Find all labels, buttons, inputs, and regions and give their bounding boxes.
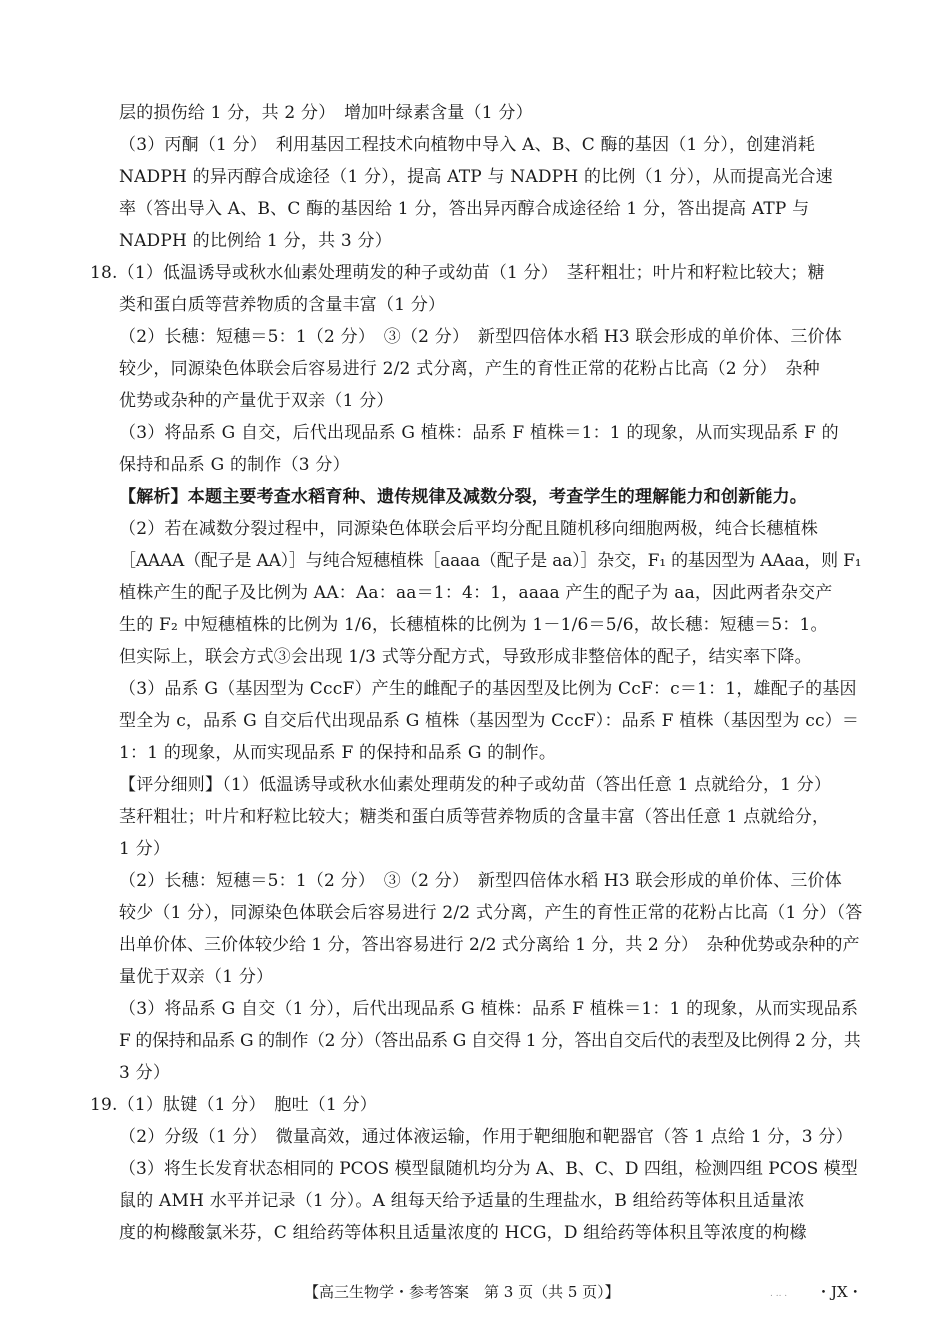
text-line: 鼠的 AMH 水平并记录（1 分）。A 组每天给予适量的生理盐水，B 组给药等体积且适量浓: [119, 1191, 805, 1211]
text-line: 层的损伤给 1 分，共 2 分） 增加叶绿素含量（1 分）: [119, 103, 533, 123]
text-line: 1：1 的现象，从而实现品系 F 的保持和品系 G 的制作。: [119, 743, 557, 763]
text-line: （2）分级（1 分） 微量高效，通过体液运输，作用于靶细胞和靶器官（答 1 点给 1 分，3 分）: [119, 1127, 853, 1147]
text-line: （3）丙酮（1 分） 利用基因工程技术向植物中导入 A、B、C 酶的基因（1 分），创建消耗: [119, 135, 816, 155]
text-line: 度的枸橼酸氯米芬，C 组给药等体积且适量浓度的 HCG，D 组给药等体积且等浓度的枸橼: [119, 1223, 807, 1243]
text-line: 1 分）: [119, 839, 171, 859]
text-line: ［AAAA（配子是 AA）］与纯合短穗植株［aaaa（配子是 aa）］杂交，F₁ 的基因型为 AAaa，则 F₁: [119, 551, 862, 571]
text-line: NADPH 的异丙醇合成途径（1 分），提高 ATP 与 NADPH 的比例（1 分），从而提高光合速: [119, 167, 833, 187]
text-line: （3）将品系 G 自交，后代出现品系 G 植株：品系 F 植株＝1：1 的现象，从而实现品系 F 的: [119, 423, 839, 443]
footer-edition-tag: ・JX・: [816, 1283, 863, 1301]
text-line: 保持和品系 G 的制作（3 分）: [119, 455, 350, 475]
text-line: （3）将生长发育状态相同的 PCOS 模型鼠随机均分为 A、B、C、D 四组，检测四组 PCOS 模型: [119, 1159, 858, 1179]
text-line: （3）品系 G（基因型为 CccF）产生的雌配子的基因型及比例为 CcF：c＝1：1，雄配子的基因: [119, 679, 857, 699]
text-line: （2）长穗：短穗＝5：1（2 分） ③（2 分） 新型四倍体水稻 H3 联会形成的单价体、三价体: [119, 871, 842, 891]
text-line: 较少（1 分），同源染色体联会后容易进行 2/2 式分离，产生的育性正常的花粉占比高（1 分）（答: [119, 903, 863, 923]
text-line: 较少，同源染色体联会后容易进行 2/2 式分离，产生的育性正常的花粉占比高（2 分） 杂种: [119, 359, 820, 379]
question-18-line: 18.（1）低温诱导或秋水仙素处理萌发的种子或幼苗（1 分） 茎秆粗壮；叶片和籽粒比较大；糖: [90, 263, 825, 283]
text-line: （2）若在减数分裂过程中，同源染色体联会后平均分配且随机移向细胞两极，纯合长穗植株: [119, 519, 819, 539]
question-19-line: 19.（1）肽键（1 分） 胞吐（1 分）: [90, 1095, 377, 1115]
text-line: 类和蛋白质等营养物质的含量丰富（1 分）: [119, 295, 446, 315]
text-line: （3）将品系 G 自交（1 分），后代出现品系 G 植株：品系 F 植株＝1：1 的现象，从而实现品系: [119, 999, 859, 1019]
text-line: 茎秆粗壮；叶片和籽粒比较大；糖类和蛋白质等营养物质的含量丰富（答出任意 1 点就给分，: [119, 807, 830, 827]
text-line: NADPH 的比例给 1 分，共 3 分）: [119, 231, 392, 251]
footer-page-info: 【高三生物学・参考答案 第 3 页（共 5 页）】: [304, 1283, 620, 1301]
text-line: 3 分）: [119, 1063, 171, 1083]
text-line: （2）长穗：短穗＝5：1（2 分） ③（2 分） 新型四倍体水稻 H3 联会形成的单价体、三价体: [119, 327, 842, 347]
analysis-heading-line: 【解析】本题主要考查水稻育种、遗传规律及减数分裂，考查学生的理解能力和创新能力。: [119, 487, 807, 507]
text-line: 植株产生的配子及比例为 AA：Aa：aa＝1：4：1，aaaa 产生的配子为 aa，因此两者杂交产: [119, 583, 833, 603]
text-line: 型全为 c，品系 G 自交后代出现品系 G 植株（基因型为 CccF）：品系 F 植株（基因型为 cc）＝: [119, 711, 860, 731]
text-line: 生的 F₂ 中短穗植株的比例为 1/6，长穗植株的比例为 1－1/6＝5/6，故长穗：短穗＝5：1。: [119, 615, 828, 635]
text-line: 优势或杂种的产量优于双亲（1 分）: [119, 391, 394, 411]
text-line: F 的保持和品系 G 的制作（2 分）（答出品系 G 自交得 1 分，答出自交后代的表型及比例得 2 分，共: [119, 1031, 861, 1051]
text-line: 出单价体、三价体较少给 1 分，答出容易进行 2/2 式分离给 1 分，共 2 分） 杂种优势或杂种的产: [119, 935, 860, 955]
scoring-rules-line: 【评分细则】（1）低温诱导或秋水仙素处理萌发的种子或幼苗（答出任意 1 点就给分，1 分）: [119, 775, 832, 795]
footer-mark: . .. .: [770, 1289, 788, 1299]
page-footer: [0, 1280, 950, 1306]
text-line: 量优于双亲（1 分）: [119, 967, 274, 987]
text-line: 率（答出导入 A、B、C 酶的基因给 1 分，答出异丙醇合成途径给 1 分，答出提高 ATP 与: [119, 199, 810, 219]
text-line: 但实际上，联会方式③会出现 1/3 式等分配方式，导致形成非整倍体的配子，结实率下降。: [119, 647, 812, 667]
